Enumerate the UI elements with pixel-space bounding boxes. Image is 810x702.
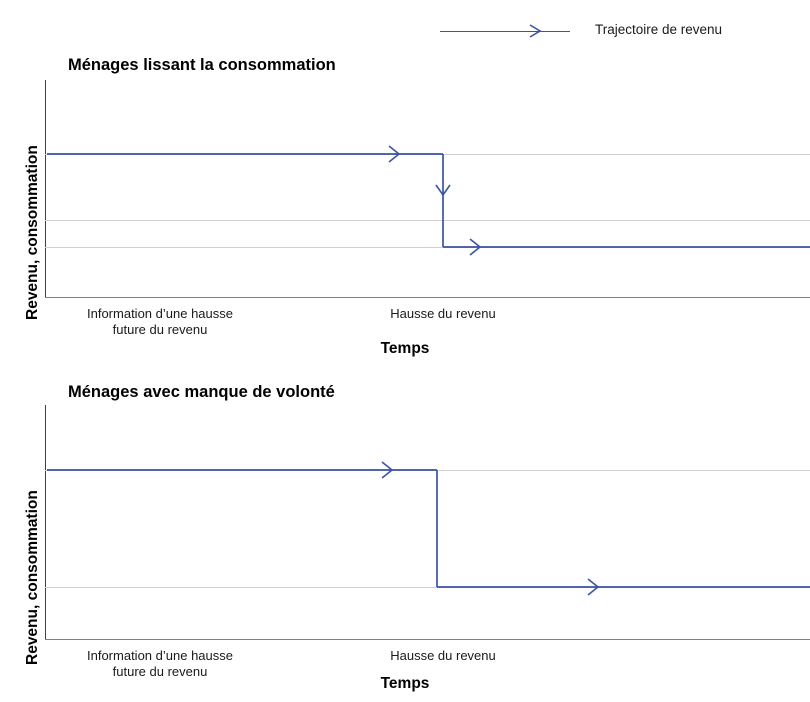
x-tick-label-info-top: Information d’une hausse future du revenu [87,306,233,338]
y-axis-label-top: Revenu, consommation [24,145,41,320]
plot-area-top [45,80,810,338]
x-tick-label-hausse-bottom: Hausse du revenu [390,648,496,663]
legend-label: Trajectoire de revenu [595,22,723,37]
chart-panel-top [0,48,810,368]
panel-title-bottom: Ménages avec manque de volonté [68,383,335,401]
plot-area-bottom [45,405,810,680]
income-path-bottom [45,405,810,640]
arrow-right-icon [528,23,546,39]
panel-title-top: Ménages lissant la consommation [68,56,336,74]
x-tick-label-info-bottom: Information d’une hausse future du revenu [87,648,233,680]
y-axis-label-bottom: Revenu, consommation [24,490,41,665]
chart-panel-bottom [0,375,810,700]
x-axis-label-bottom: Temps [380,675,430,692]
income-path-top [45,80,810,298]
legend-line [440,31,570,32]
x-tick-label-hausse-top: Hausse du revenu [390,306,496,321]
chart-legend [440,20,780,44]
x-axis-label-top: Temps [380,340,430,357]
